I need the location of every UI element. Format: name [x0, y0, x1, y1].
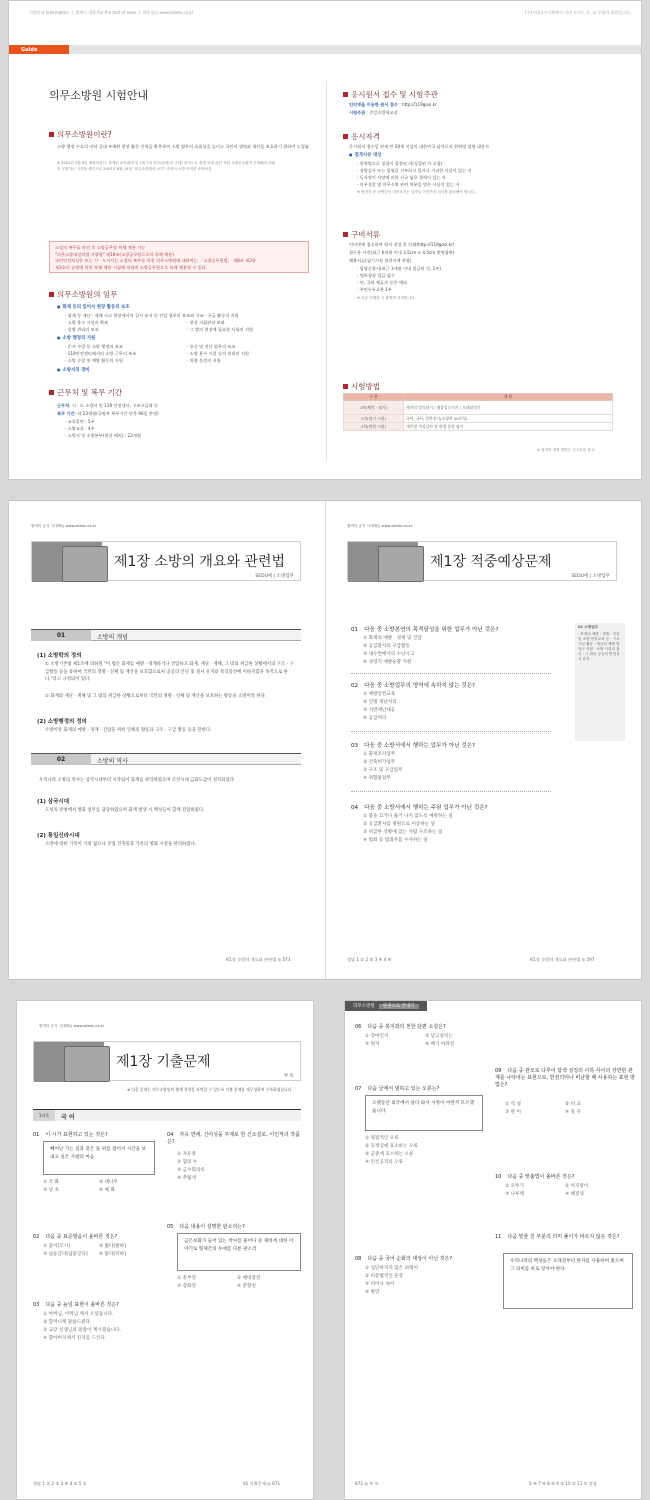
table-cell: 1차(체력 · 필기) [344, 401, 404, 415]
question-number: 01 [351, 627, 359, 633]
question [355, 1023, 446, 1030]
body-text: 소방에 대한 기록이 거의 없으나 궁궐 건축물과 가옥의 방화 시설을 관리하였다. [45, 842, 197, 847]
list-item: - 단, 국외 체류자 등은 예외 [357, 280, 407, 285]
guide-page [8, 0, 642, 480]
question [351, 625, 498, 633]
question-number: 09 [495, 1068, 502, 1074]
heading: (1) 소방학의 정의 [37, 653, 82, 659]
list-value: : 중앙소방학교장 [365, 110, 398, 115]
list-key: 인터넷을 이용한 원서 접수 [349, 102, 398, 107]
spread-fold [325, 501, 326, 980]
question-number: 10 [495, 1174, 502, 1180]
chapter-title: 제1장 소방의 개요와 관련법 [114, 554, 286, 570]
answer-option[interactable]: ① 화재조사업무 [363, 752, 396, 757]
question [351, 803, 488, 811]
subject-title: 국 어 [61, 1114, 75, 1121]
answer-option[interactable]: ① 오뚜기 [505, 1184, 524, 1189]
list-item: · 소방 순찰 및 예방 활동의 지원 [65, 358, 123, 363]
answer-option[interactable]: ① 원점적인 오류 [365, 1136, 399, 1141]
table-header: 구 분 [344, 394, 404, 401]
list-item: · 징병검사 또는 입영을 거부하고 있거나 기피한 사실이 있는 자 [357, 168, 472, 173]
chapter-spread [8, 500, 642, 980]
section-title: 의무소방원의 임무 [49, 289, 117, 300]
list-item: · 차량 운전의 지원 [187, 358, 221, 363]
answer-option[interactable]: ② 할머니께 말씀드렸다. [43, 1320, 92, 1325]
passage-box: 우리나라의 백성들은 오래전부터 한자를 사용하여 왔으며 그 의미를 바로 알아야 한다. [503, 1253, 633, 1309]
list-item: · 입영신청서(최근 3개월 이내 발급된 것, 1부) [357, 266, 441, 271]
question-text: 자유 연애, 신여성을 주제로 한 신소설로, 이인직의 작품은? [167, 1132, 300, 1145]
section-title: 소방의 역사 [97, 758, 128, 765]
list-item: · 현역병으로 징집이 결정된 자(징집된 자 포함) [357, 161, 443, 166]
answer-option[interactable]: ③ 난 초 [43, 1188, 59, 1193]
question-number: 07 [355, 1086, 362, 1092]
answer-option[interactable]: ④ 춘향전 [237, 1284, 256, 1289]
list-item: · 주민등록초본 1부 [357, 287, 392, 292]
table-cell: 국어, 국사, 일반상식(소방학 20문항) [404, 415, 613, 423]
question-text: 다음 중 소방서에서 행하는 주된 업무가 아닌 것은? [364, 805, 488, 811]
table-header-row [344, 394, 613, 401]
chapter-image [34, 1042, 104, 1082]
question [167, 1223, 245, 1230]
left-page [16, 1000, 314, 1500]
answer-option[interactable]: ② 혈의 누 [177, 1160, 198, 1165]
list-key: 시험주관 [349, 110, 366, 115]
subject-number: 1과목 [33, 1110, 55, 1121]
list-item: 인터넷에 접속하여 원서 작성 후 인쇄(http://119gosi.kr) [349, 242, 455, 247]
answer-key: 정답 1 ② 2 ② 3 ④ 4 ② 5 ① [33, 1481, 87, 1486]
guide-label: Guide [9, 45, 69, 54]
info-box-line: 국민안전처장은 또는 시 · 도지사는 소정의 복무를 마친 의무소방원에 대하여는 「소방공무원법」 제8조 제2항 [55, 258, 256, 263]
answer-option[interactable]: ① 국 화 [43, 1180, 59, 1185]
answer-option[interactable]: ① 아버님, 어머님 께서 오셨습니다. [43, 1312, 114, 1317]
body-text: 소방이란 화재의 예방 · 경계 · 진압을 위한 일체의 활동과 구조 · 구급 활동 등을 말한다. [45, 728, 212, 733]
question-text: 다음 중 표준발음이 올바른 것은? [45, 1234, 118, 1240]
page-footer: 872 ◎ 부 록 [355, 1481, 379, 1486]
top-nav-item[interactable]: 출제의 경향 For the test of ease [75, 10, 137, 15]
answer-option[interactable]: ④ 풍 유 [565, 1110, 581, 1115]
question-text: 다음 내용이 설명한 판소리는? [179, 1224, 245, 1230]
answer-option[interactable]: ④ 범죄 등 범죄자를 수사하는 일 [363, 838, 428, 843]
list-value: : 약 23개월(국방부 복무기간 단축 90일 반영) [74, 411, 159, 416]
answer-option[interactable]: ② 응급환자를 병원으로 이송하는 일 [363, 822, 436, 827]
answer-option[interactable]: ③ 내수면에서의 수난사고 [363, 652, 415, 657]
answer-option[interactable]: ④ 인신공격의 오류 [365, 1160, 404, 1165]
section-title: 응시자격 [343, 131, 380, 142]
info-box-line: 제3호의 규정에 의한 특채 채용 시험에 의하여 소방공무원으로 특채 채용할 수 있다. [55, 264, 208, 270]
heading: (2) 소방행정의 정의 [37, 719, 87, 725]
list-item: 응시원서 접수일 현재 만 20세 이상의 대한민국 남자로서 현역병 입영 대상자 [349, 144, 489, 149]
answer-option[interactable]: ① 장마인지 [365, 1034, 389, 1039]
list-item [57, 402, 158, 409]
list-item: · 상황 관리의 보조 [65, 327, 99, 332]
page-title: 의무소방원 시험안내 [49, 89, 149, 102]
answer-option[interactable]: ④ 응급처리 [363, 716, 387, 721]
question-text: 다음 중 국어 순화의 대상이 아닌 것은? [367, 1256, 453, 1262]
question [33, 1301, 119, 1308]
body-text: ① 소방기본법 제1조에 의하면 "이 법은 화재를 예방 · 경계하거나 진압하고 화재, 재난 · 재해, 그 밖의 위급한 상황에서의 구조 · 구급활동 등을 통하여 국민의 생명 · 신체 및 재산을 보호함으로써 공공의 안녕 및 질서 유지와 복리증진에 이바지함을 목적으로 한다."라고 규정되어 있다. [45, 662, 294, 682]
answer-option[interactable]: ① 자유종 [177, 1152, 196, 1157]
page-tab [345, 1001, 427, 1011]
question-text: 다음 중 맞춤법이 올바른 것은? [507, 1174, 575, 1180]
page-tab-label: 의무소방원 [353, 1004, 375, 1009]
info-box-line: 소정의 복무를 마친 후 소방공무원 특채 채용 가능 [55, 245, 146, 250]
list-key: 복무 기간 [57, 411, 75, 416]
subject-bar [33, 1109, 301, 1121]
page-header: 합격의 공식 시대에듀 www.sdedu.co.kr [39, 1024, 105, 1028]
table-header: 내 용 [404, 394, 613, 401]
question-number: 06 [355, 1024, 362, 1030]
question-number: 05 [167, 1224, 174, 1230]
list-value: : http://119gosi.kr [397, 102, 437, 107]
page-header: 합격의 공식 시대에듀 www.sdedu.co.kr [347, 524, 413, 528]
guide-bar [9, 45, 641, 54]
section-title: 응시원서 접수 및 시험주관 [343, 89, 438, 100]
table-cell: 제자리 멀리뛰기 / 윗몸일으키기 / 오래달리기 [404, 401, 613, 415]
table-cell: 2차(필기 시험) [344, 415, 404, 423]
section-note: ※ 합격자 중 징병검사 미종료자는 입영일 이전까지 검사를 완료해야 합니다. [357, 190, 476, 194]
answer-key: 정답 1 ② 2 ③ 3 ④ 4 ④ [347, 957, 392, 962]
list-item: · 소방교육 : 4주 [65, 426, 95, 431]
chapter-tag: 부 록 [283, 1074, 294, 1079]
top-nav-item[interactable]: 내용정리 www.sdedu.co.kr [142, 10, 194, 15]
section-note: 이 모집하는 시간을 제기으로 2003년 8월 19일 "의무소방원의 보기" 과정이 소방 의역을 소방안전 [57, 167, 212, 171]
answer-option[interactable]: ② 날고싶지는 [425, 1034, 453, 1039]
answer-option[interactable]: ① 예방안전교육 [363, 692, 396, 697]
page-footer: 제1장 소방의 개요와 관련법 ◎ 573 [225, 957, 291, 962]
sidebar-text: · 화재의 예방 · 경계 · 진압 및 소방 안전교육 등 · 구조 · 구급 활동 · 재난의 예방 및 복구 지원 · 소방 시설의 관리 · 그 밖의 공공의 안녕질서 유지 [578, 632, 622, 661]
section-text: 소방 행정 수요의 비약 증대 부족한 현장 활동 인력을 확충하여 소방 업무의 효율성을 높이고 국민의 생명과 재산을 보호하기 위하여 도입됨 [57, 144, 309, 149]
exam-method-table [343, 393, 613, 431]
answer-option[interactable]: ② 비 교 [565, 1102, 581, 1107]
list-key: 근무처 [57, 403, 70, 408]
subsection-title: ● 소방 행정의 지원 [57, 335, 95, 341]
list-item: 접수용 사진(최근 6개월 이내 3.5cm × 4.5cm 반명함판) [349, 250, 455, 255]
answer-option[interactable]: ② 배비장전 [237, 1276, 261, 1281]
intro-note: ※ 다음 문제는 의무소방원의 출제 경향을 파악할 수 있도록 기출 문제를 재구성하여 수록하였습니다. [127, 1087, 293, 1092]
question [355, 1085, 439, 1092]
list-item: · 소방서 및 소방본부(현장 배치) : 22개월 [65, 433, 141, 438]
answer-option[interactable]: ② 인명 재난처리 [363, 700, 397, 705]
answer-option[interactable]: ② 비문법적인 문장 [365, 1274, 404, 1279]
answer-option[interactable]: ③ 장화전 [177, 1284, 196, 1289]
heading: (2) 통일신라시대 [37, 833, 80, 839]
table-cell: 개인별 적성검사 및 면접 종합 평가 [404, 423, 613, 431]
answer-option[interactable]: ① 흥부전 [177, 1276, 196, 1281]
answer-option[interactable]: ④ 배가 아파진 [425, 1042, 455, 1047]
answer-option[interactable]: ① 꽃이[꼬시] [43, 1244, 70, 1249]
question-text: 다음 밑줄 친 부분의 의미 풀이가 바르지 않은 것은? [507, 1234, 620, 1240]
answer-option[interactable]: ④ 해질녘 [565, 1192, 584, 1197]
list-item [349, 101, 437, 108]
chapter-banner [33, 1041, 301, 1081]
question [355, 1255, 452, 1262]
list-item: · 그 밖의 현장에 필요한 사항의 지원 [187, 327, 253, 332]
answer-option[interactable]: ③ 비어나 속어 [365, 1282, 395, 1287]
passage-box: 빼어난 가는 길과 같은 돌 위를 걸어서 시간을 보내고 싶은 사람의 마음 [43, 1141, 155, 1175]
page-footer: 제1장 소방의 개요와 관련법 ◎ 597 [529, 957, 595, 962]
section-title: 의무소방원이란? [49, 129, 112, 140]
list-item [57, 410, 159, 417]
top-nav [9, 1, 641, 23]
answer-option[interactable]: ③ 위급한 상황에 있는 사람 구조하는 일 [363, 830, 443, 835]
table-cell: 3차(면접 시험) [344, 423, 404, 431]
question-text: 다음 중 높임 표현이 올바른 것은? [45, 1302, 119, 1308]
page-header: 합격의 공식 시대에듀 www.sdedu.co.kr [31, 524, 97, 528]
question-list [347, 619, 637, 979]
question [33, 1131, 108, 1138]
question-number: 04 [351, 805, 359, 811]
sidebar-title: 01 소방업무 [578, 625, 599, 629]
question-text: 다음 중 소방업무의 영역에 속하지 않는 것은? [364, 683, 476, 689]
list-item: · 통신 및 전산 업무의 보조 [187, 344, 236, 349]
answer-key: 6 ④ 7 ④ 8 ④ 9 ③ 10 ② 11 ① 정답 [529, 1481, 597, 1486]
answer-option[interactable]: ① 입단하지지 않은 외래어 [365, 1266, 418, 1271]
list-item: · 소방 용수 시설의 확보 [65, 320, 109, 325]
question [495, 1067, 635, 1088]
subsection-title: ● 화재 등의 있어서 현장 활동의 보조 [57, 304, 130, 310]
question-number: 03 [351, 743, 359, 749]
body-text: ② 화재와 재난 · 재해 및 그 밖의 위급한 상황으로부터 국민의 생명 · 신체 및 재산을 보호하는 활동을 소방이라 한다. [45, 694, 267, 699]
chapter-title: 제1장 기출문제 [116, 1054, 211, 1070]
section-number: 02 [31, 754, 91, 765]
section-title: 소방의 개념 [97, 634, 128, 641]
question [167, 1131, 307, 1145]
answer-option[interactable]: ② 대나무 [99, 1180, 118, 1185]
question-text: 다음 중 소방본연의 목적달성을 위한 업무가 아닌 것은? [364, 627, 499, 633]
list-item: · 독자정이 사망에 의한 신규 임용 경력이 있는 자 [357, 175, 446, 180]
passage-box: 오랫동안 외국에서 살다 와서 사정이 어떤지 모르겠습니다. [365, 1095, 483, 1131]
question-number: 08 [355, 1256, 362, 1262]
question-text: 다음 중 소방서에서 행하는 업무가 아닌 것은? [364, 743, 476, 749]
answer-option[interactable]: ③ 지반재난대응 [363, 708, 396, 713]
section-bar [31, 629, 301, 641]
question [351, 741, 475, 749]
answer-option[interactable]: ④ 경영지 예방순찰 지원 [363, 660, 412, 665]
list-item: · 교육훈련 : 5주 [65, 419, 95, 424]
chapter-tag: SEDU에 | 소방업무 [571, 574, 610, 579]
top-nav-item[interactable]: 시험안내 Information [29, 10, 69, 15]
section-title: 시험방법 [343, 381, 380, 392]
answer-option[interactable]: ③ 교장 선생님의 말씀이 계시겠습니다. [43, 1328, 121, 1333]
answer-option[interactable]: ④ 매 화 [99, 1188, 115, 1193]
table-note: ※ 합격자 결정 방법은 공고문을 참고 [537, 448, 595, 452]
explanation-sidebar [575, 623, 625, 741]
question-number: 02 [351, 683, 359, 689]
heading: (1) 삼국시대 [37, 799, 70, 805]
section-note: ※ 2001년 3월 8일 제출되었다. 출제된 4개 회에 및 2월 7일 산모(본래 의 군대) 원칙으로 경쟁 보내 관련 자원 소방공무원이 준대해서 의원 [57, 161, 276, 165]
answer-option[interactable]: ③ 구조 및 구급업무 [363, 768, 403, 773]
chapter-tag: SEDU에 | 소방업무 [255, 574, 294, 579]
table-row [344, 415, 613, 423]
answer-option[interactable]: ③ 반 어 [505, 1110, 521, 1115]
subsection-title: ● 결격사유 대상 [349, 152, 381, 158]
info-box-line: "의무소방대설치법 시행령" 제19조(소방공무원으로의 특채 채용) [55, 251, 174, 257]
question-number: 04 [167, 1132, 174, 1138]
divider [351, 791, 551, 792]
question-number: 11 [495, 1234, 502, 1240]
chapter-image [348, 542, 418, 582]
answer-option[interactable]: ② 동정심에 호소하는 오류 [365, 1144, 418, 1149]
chapter-title: 제1장 적중예상문제 [430, 554, 552, 570]
answer-option[interactable]: ④ 할아버지께서 진지를 드신다. [43, 1336, 107, 1341]
table-row [344, 401, 613, 415]
answer-option[interactable]: ② 밟다[발따] [99, 1244, 126, 1249]
question-text: 이 시가 표현하고 있는 것은? [45, 1132, 108, 1138]
subsection-title: ● 소방서의 경비 [57, 367, 89, 373]
answer-option[interactable]: ③ 나루께 [505, 1192, 524, 1197]
past-exam-spread [8, 1000, 642, 1500]
list-item: · 현장 지휘관의 보좌 [187, 320, 225, 325]
divider [351, 731, 551, 732]
question [351, 681, 475, 689]
answer-option[interactable]: ④ 맑다[막따] [99, 1252, 126, 1257]
answer-option[interactable]: ① 불을 끄거나 옮기 나지 않도록 예방하는 일 [363, 814, 453, 819]
info-box [49, 241, 309, 273]
question-number: 01 [33, 1132, 40, 1138]
body-text: 도성의 관청에서 방화 업무를 담당하였으며 화재 발생 시 백성들이 함께 진압하였다. [45, 808, 205, 813]
list-item: 체출서류(필기시험 합격자에 한함) [349, 258, 412, 263]
passage-box: 금은보화가 들어 있는 박씨를 물어다 준 제비에 대한 이야기로 형제간의 우애를 다룬 판소리 [177, 1233, 301, 1271]
answer-option[interactable]: ① 화재의 예방 · 경계 및 진압 [363, 636, 422, 641]
list-item: · 의무경찰 및 의무소방 관련 처분을 받은 사실이 있는 자 [357, 182, 460, 187]
answer-option[interactable]: ④ 방언 [365, 1290, 380, 1295]
table-row [344, 423, 613, 431]
column-divider [326, 81, 327, 461]
question-number: 02 [33, 1234, 40, 1240]
section-title: 구비서류 [343, 229, 380, 240]
question [495, 1233, 635, 1240]
page-tab-sub: 한권으로 끝내기 [379, 1004, 419, 1009]
question-text: 다음 중 북지좌의 천한 단편 소설은? [367, 1024, 446, 1030]
list-item: · 소방 용수 시설 등의 관리의 지원 [187, 351, 249, 356]
divider [351, 673, 551, 674]
top-nav-links: 시험안내 Information | 출제의 경향 For the test of ease | 내용정리 www.sdedu.co.kr [29, 10, 194, 15]
body-text: 우리나라 소방의 역사는 삼국시대부터 시작되어 화재를 관리하였으며 조선시대 금화도감이 설치되었다. [39, 778, 236, 783]
right-page [344, 1000, 642, 1500]
answer-option[interactable]: ④ 위험물업무 [363, 776, 391, 781]
answer-option[interactable]: ② 아지랑이 [565, 1184, 589, 1189]
answer-option[interactable]: ③ 금수회의록 [177, 1168, 205, 1173]
list-item: · 119안전센터에서의 소방 근무의 보조 [65, 351, 137, 356]
answer-option[interactable]: ④ 추월색 [177, 1176, 196, 1181]
question-number: 03 [33, 1302, 40, 1308]
chapter-image [32, 542, 102, 582]
answer-option[interactable]: ② 응급환자의 구급활동 [363, 644, 410, 649]
section-title: 근무처 및 복무 기간 [49, 387, 122, 398]
chapter-banner [31, 541, 301, 581]
section-note: ※ 서류 미제출 시 불합격 처리합니다. [357, 296, 416, 300]
list-item [349, 109, 398, 116]
answer-option[interactable]: ① 역 설 [505, 1102, 521, 1107]
answer-option[interactable]: ③ 군중에 호소하는 오류 [365, 1152, 414, 1157]
chapter-banner [347, 541, 617, 581]
list-item: · 화재 등 재난 · 재해 사고 현장에서의 질서 유지 등 진압 업무의 보조와 구조 · 구급 활동의 지원 [65, 313, 239, 318]
question-text: 다음 중 관모로 다루어 탐색 상징의 이하 사이의 상반한 관계를 나타내는 표현으로, 반전의미나 비난할 때 사용하는 표현 방법은? [495, 1068, 635, 1088]
list-item: · 문서 수발 등 소방 행정의 보조 [65, 344, 123, 349]
list-value: : 시 · 도 소방서 및 119 안전센터, 구조구급대 등 [69, 403, 158, 408]
answer-option[interactable]: ③ 넓둥글다[넙뚱글다] [43, 1252, 88, 1257]
answer-option[interactable]: ③ 원지 [365, 1042, 380, 1047]
section-bar [31, 753, 301, 765]
answer-option[interactable]: ② 건축허가업무 [363, 760, 396, 765]
top-nav-right: [주]시대고시기획에서 펴낸 도서는 독, 교 우대의 대원입니다. [524, 10, 631, 15]
question [495, 1173, 574, 1180]
section-number: 01 [31, 630, 91, 641]
question [33, 1233, 117, 1240]
question-text: 다음 글에서 범하고 있는 오류는? [367, 1086, 440, 1092]
page-footer: 01 기출문제 ◎ 871 [243, 1481, 281, 1486]
list-item: - 병무청장 발급 필수 [357, 273, 395, 278]
